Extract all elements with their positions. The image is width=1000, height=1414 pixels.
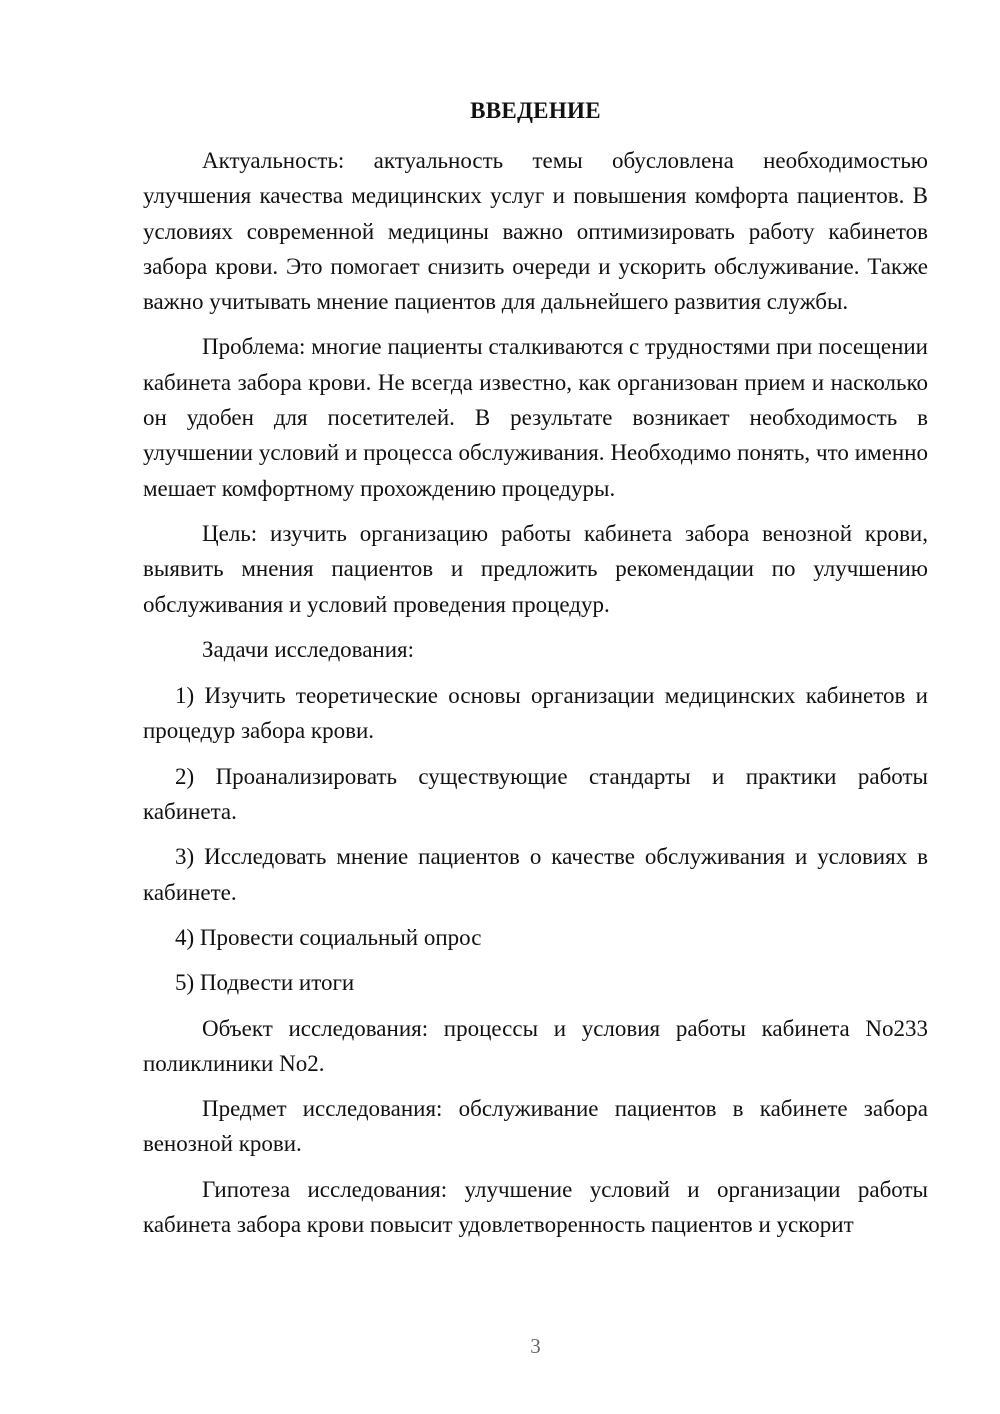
task-item-2: 2) Проанализировать существующие стандарты и практики работы кабинета. <box>143 763 928 825</box>
paragraph-object: Объект исследования: процессы и условия работы кабинета No233 поликлиники No2. <box>143 1015 928 1076</box>
task-item-1: 1) Изучить теоретические основы организации медицинских кабинетов и процедур забора крови. <box>143 683 928 744</box>
paragraph-relevance: Актуальность: актуальность темы обусловлена необходимостью улучшения качества медицинских услуг и повышения комфорта пациентов. В условиях современной медицины важно оптимизировать работу кабинетов забора крови. Это помогает снизить очереди и ускорить обслуживание. Также важно учитывать мнение пациентов для дальнейшего развития службы. <box>143 148 928 315</box>
paragraph-subject: Предмет исследования: обслуживание пациентов в кабинете забора венозной крови. <box>143 1096 928 1157</box>
paragraph-hypothesis: Гипотеза исследования: улучшение условий и организации работы кабинета забора крови повысит удовлетворенность пациентов и ускорит <box>143 1176 928 1238</box>
section-title: ВВЕДЕНИЕ <box>470 98 601 123</box>
task-item-5: 5) Подвести итоги <box>175 970 355 996</box>
document-page <box>143 94 928 1252</box>
tasks-heading: Задачи исследования: <box>202 636 415 662</box>
paragraph-problem: Проблема: многие пациенты сталкиваются с трудностями при посещении кабинета забора крови. Не всегда известно, как организован прием и насколько он удобен для посетителей. В результате возникает необходимость в улучшении условий и процесса обслуживания. Необходимо понять, что именно мешает комфортному прохождению процедуры. <box>143 334 928 501</box>
task-item-3: 3) Исследовать мнение пациентов о качестве обслуживания и условиях в кабинете. <box>143 844 928 905</box>
page-number: 3 <box>530 1334 541 1358</box>
task-item-4: 4) Провести социальный опрос <box>175 924 482 950</box>
paragraph-goal: Цель: изучить организацию работы кабинета забора венозной крови, выявить мнения пациентов и предложить рекомендации по улучшению обслуживания и условий проведения процедур. <box>143 520 928 617</box>
